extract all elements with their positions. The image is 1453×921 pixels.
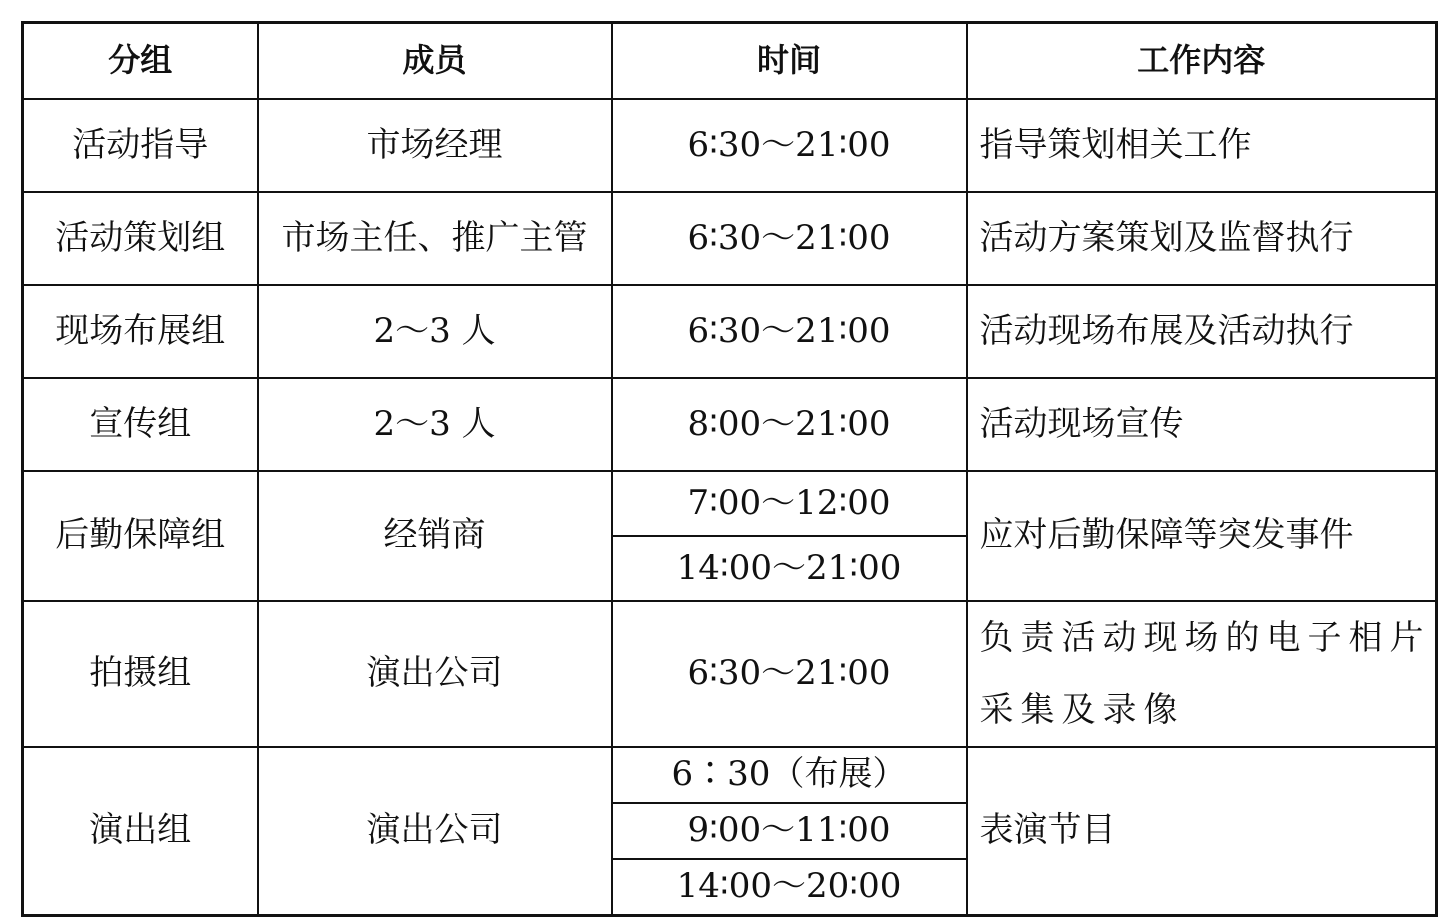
cell-work-line: 负责活动现场的电子相片 xyxy=(979,618,1431,658)
cell-member: 市场主任、推广主管 xyxy=(258,192,612,285)
cell-work: 应对后勤保障等突发事件 xyxy=(967,471,1437,601)
table-row xyxy=(23,601,1437,747)
cell-group: 活动策划组 xyxy=(23,192,258,285)
cell-group: 活动指导 xyxy=(23,99,258,192)
header-row xyxy=(23,23,1437,100)
cell-time: 14∶00～21∶00 xyxy=(612,536,967,601)
table-row xyxy=(23,747,1437,803)
cell-group: 演出组 xyxy=(23,747,258,916)
table-row xyxy=(23,378,1437,471)
cell-time: 6∶30～21∶00 xyxy=(612,99,967,192)
cell-group: 现场布展组 xyxy=(23,285,258,378)
header-work: 工作内容 xyxy=(967,23,1437,100)
table-row xyxy=(23,285,1437,378)
table-row xyxy=(23,99,1437,192)
header-group: 分组 xyxy=(23,23,258,100)
cell-member: 2～3 人 xyxy=(258,378,612,471)
cell-group: 拍摄组 xyxy=(23,601,258,747)
cell-work xyxy=(967,601,1437,747)
table-row xyxy=(23,471,1437,536)
cell-work: 活动现场宣传 xyxy=(967,378,1437,471)
header-time: 时间 xyxy=(612,23,967,100)
cell-time: 14∶00～20∶00 xyxy=(612,859,967,916)
table-row xyxy=(23,192,1437,285)
cell-time: 6∶30～21∶00 xyxy=(612,192,967,285)
schedule-table xyxy=(21,21,1438,917)
cell-member: 2～3 人 xyxy=(258,285,612,378)
cell-group: 宣传组 xyxy=(23,378,258,471)
cell-member: 市场经理 xyxy=(258,99,612,192)
schedule-table-container xyxy=(21,21,1435,908)
header-member: 成员 xyxy=(258,23,612,100)
cell-time: 6∶30（布展） xyxy=(612,747,967,803)
cell-time: 7∶00～12∶00 xyxy=(612,471,967,536)
cell-time: 6∶30～21∶00 xyxy=(612,601,967,747)
cell-time: 8∶00～21∶00 xyxy=(612,378,967,471)
cell-work-line: 采集及录像 xyxy=(979,690,1185,730)
cell-work: 表演节目 xyxy=(967,747,1437,916)
cell-member: 演出公司 xyxy=(258,601,612,747)
cell-time: 6∶30～21∶00 xyxy=(612,285,967,378)
cell-work: 指导策划相关工作 xyxy=(967,99,1437,192)
cell-time: 9∶00～11∶00 xyxy=(612,803,967,859)
cell-work: 活动现场布展及活动执行 xyxy=(967,285,1437,378)
cell-group: 后勤保障组 xyxy=(23,471,258,601)
cell-work: 活动方案策划及监督执行 xyxy=(967,192,1437,285)
cell-member: 经销商 xyxy=(258,471,612,601)
cell-member: 演出公司 xyxy=(258,747,612,916)
